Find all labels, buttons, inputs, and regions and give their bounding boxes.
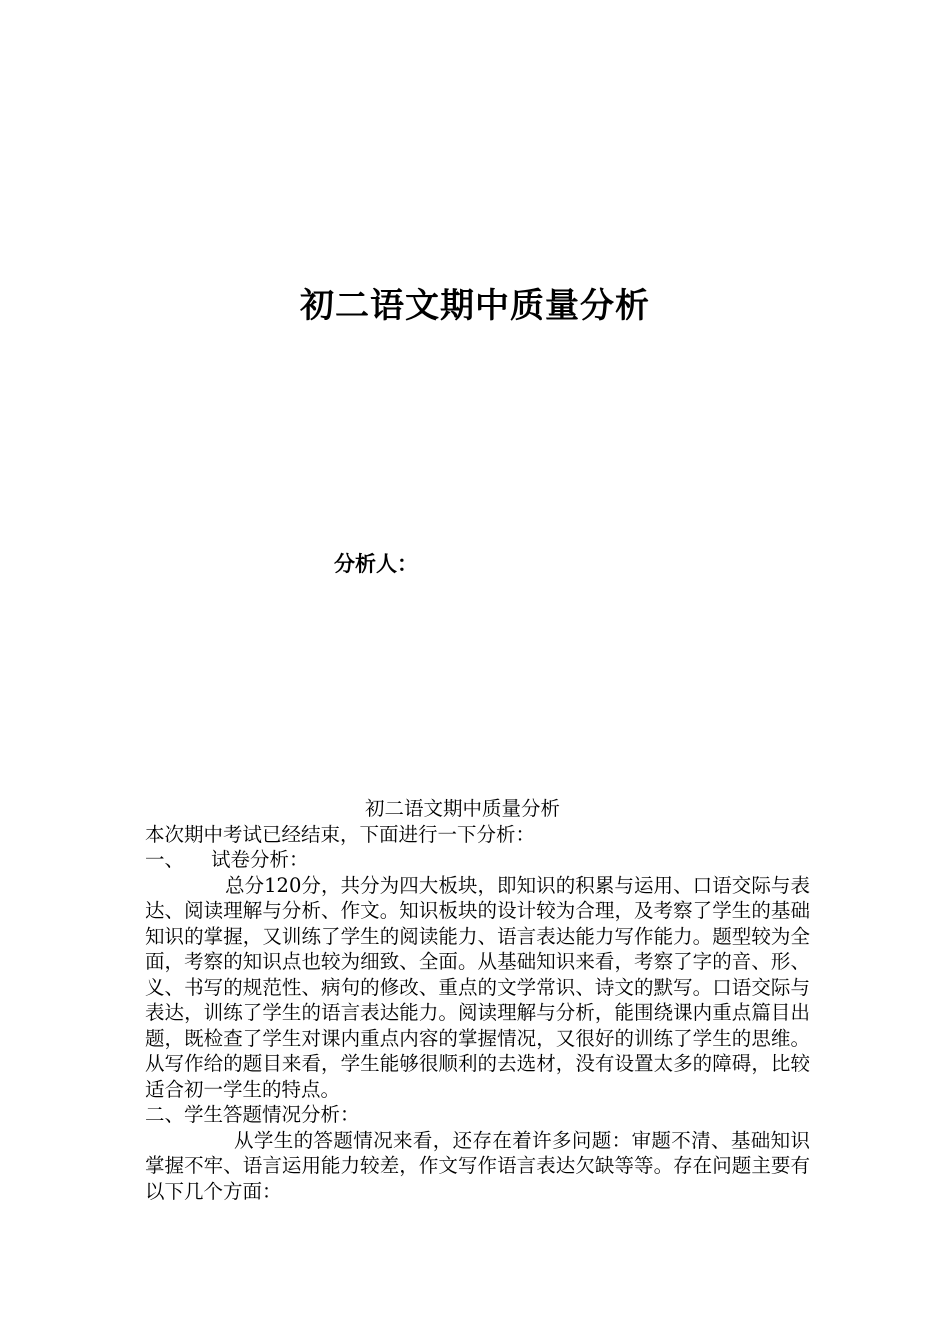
document-body	[145, 796, 810, 1204]
section1-number: 一、	[145, 848, 185, 871]
body-subtitle: 初二语文期中质量分析	[364, 797, 560, 820]
section1-heading-text: 试卷分析：	[211, 848, 309, 871]
intro-line: 本次期中考试已经结束，下面进行一下分析：	[145, 822, 536, 846]
section2-paragraph: 从学生的答题情况来看，还存在着许多问题：审题不清、基础知识掌握不牢、语言运用能力较差，作文写作语言表达欠缺等等。存在问题主要有以下几个方面：	[145, 1128, 810, 1203]
analyst-label: 分析人：	[334, 551, 418, 576]
section2-heading: 二、学生答题情况分析：	[145, 1103, 360, 1126]
cover-title: 初二语文期中质量分析	[300, 286, 650, 326]
section1-paragraph: 总分120分，共分为四大板块，即知识的积累与运用、口语交际与表达、阅读理解与分析、作文。知识板块的设计较为合理，及考察了学生的基础知识的掌握，又训练了学生的阅读能力、语言表达能力写作能力。题型较为全面，考察的知识点也较为细致、全面。从基础知识来看，考察了字的音、形、义、书写的规范性、病句的修改、重点的文学常识、诗文的默写。口语交际与表达，训练了学生的语言表达能力。阅读理解与分析，能围绕课内重点篇目出题，既检查了学生对课内重点内容的掌握情况，又很好的训练了学生的思维。从写作给的题目来看，学生能够很顺利的去选材，没有设置太多的障碍，比较适合初一学生的特点。	[145, 873, 810, 1101]
section1-heading	[145, 847, 810, 873]
